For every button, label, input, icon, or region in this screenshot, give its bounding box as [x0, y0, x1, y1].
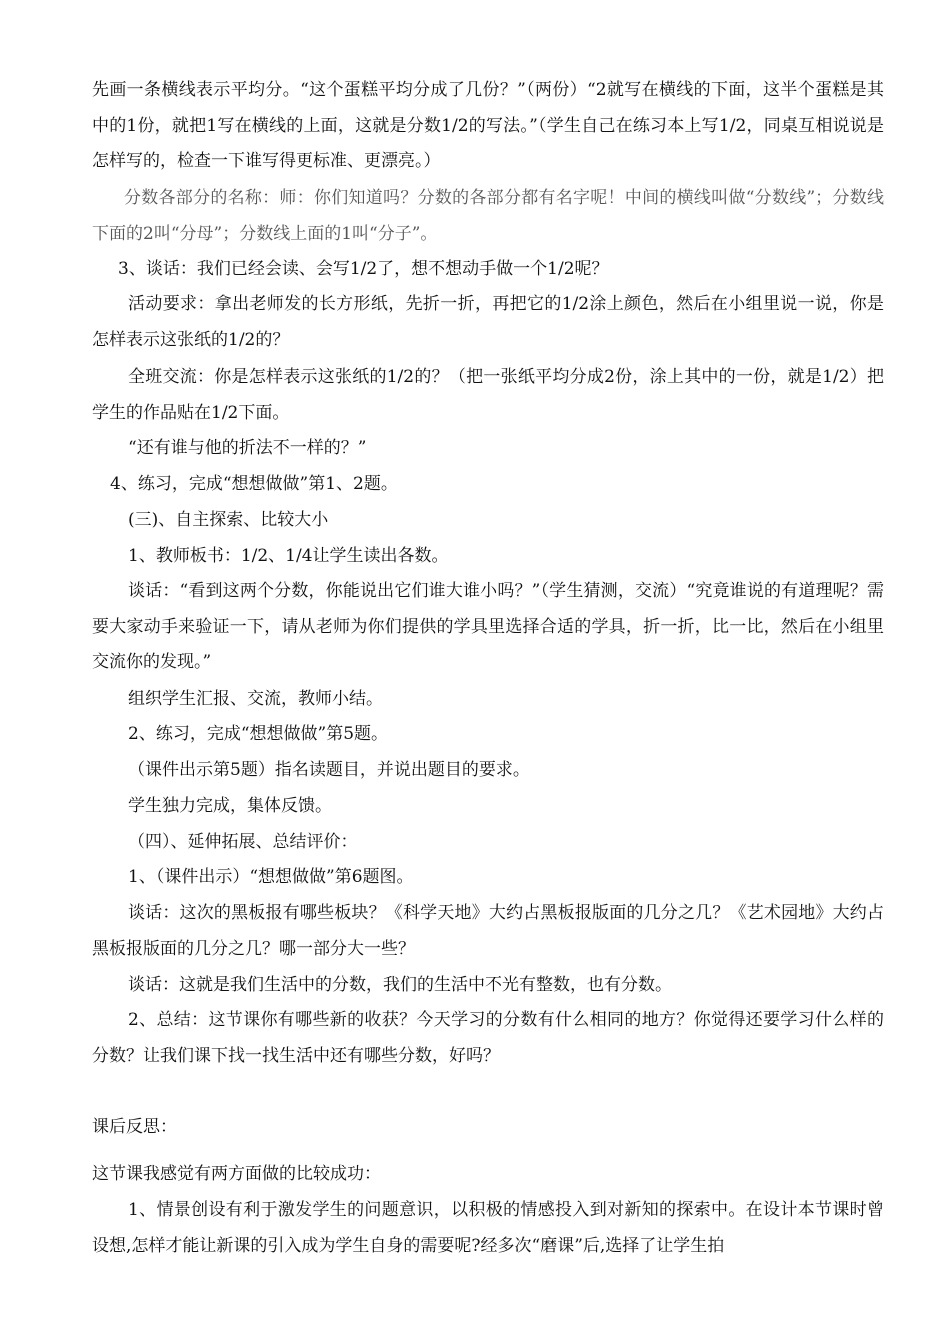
paragraph-other-fold: “还有谁与他的折法不一样的？” [128, 438, 367, 458]
paragraph-step-3: 3、谈话：我们已经会读、会写1/2了，想不想动手做一个1/2呢？ [118, 259, 609, 279]
paragraph-activity-requirement: 活动要求：拿出老师发的长方形纸，先折一折，再把它的1/2涂上颜色，然后在小组里说一说，你是怎样表示这张纸的1/2的？ [92, 294, 884, 350]
paragraph-compare-talk: 谈话：“看到这两个分数，你能说出它们谁大谁小吗？”（学生猜测，交流）“究竟谁说的有道理呢？需要大家动手来验证一下，请从老师为你们提供的学具里选择合适的学具，折一折，比一比，然后在小组里交流你的发现。” [92, 581, 884, 672]
paragraph-courseware-5: （课件出示第5题）指名读题目，并说出题目的要求。 [128, 760, 530, 780]
paragraph-summary: 2、总结：这节课你有哪些新的收获？今天学习的分数有什么相同的地方？你觉得还要学习什么样的分数？让我们课下找一找生活中还有哪些分数，好吗？ [92, 1010, 884, 1066]
heading-reflection: 课后反思： [92, 1117, 177, 1137]
paragraph-fraction-writing: 先画一条横线表示平均分。“这个蛋糕平均分成了几份？”（两份）“2就写在横线的下面，这半个蛋糕是其中的1份，就把1写在横线的上面，这就是分数1/2的写法。”（学生自己在练习本上写1/2，同桌互相说说是怎样写的，检查一下谁写得更标准、更漂亮。） [92, 80, 884, 171]
paragraph-life-fractions: 谈话：这就是我们生活中的分数，我们的生活中不光有整数，也有分数。 [128, 975, 672, 995]
paragraph-blackboard-talk: 谈话：这次的黑板报有哪些板块？《科学天地》大约占黑板报版面的几分之几？《艺术园地》大约占黑板报版面的几分之几？哪一部分大一些？ [92, 903, 884, 959]
section-heading-4: （四）、延伸拓展、总结评价： [128, 832, 358, 852]
paragraph-reflection-1: 1、情景创设有利于激发学生的问题意识，以积极的情感投入到对新知的探索中。在设计本节课时曾设想,怎样才能让新课的引入成为学生自身的需要呢?经多次“磨课”后,选择了让学生拍 [92, 1200, 884, 1256]
paragraph-report: 组织学生汇报、交流，教师小结。 [128, 689, 383, 709]
paragraph-board-writing: 1、教师板书：1/2、1/4让学生读出各数。 [128, 546, 449, 566]
section-heading-3: (三)、自主探索、比较大小 [128, 510, 329, 530]
paragraph-step-4: 4、练习，完成“想想做做”第1、2题。 [110, 474, 398, 494]
paragraph-fraction-parts: 分数各部分的名称：师：你们知道吗？分数的各部分都有名字呢！中间的横线叫做“分数线”；分数线下面的2叫“分母”；分数线上面的1叫“分子”。 [92, 188, 884, 244]
paragraph-reflection-intro: 这节课我感觉有两方面做的比较成功： [92, 1164, 381, 1184]
paragraph-courseware-6: 1、（课件出示）“想想做做”第6题图。 [128, 867, 414, 887]
paragraph-class-exchange: 全班交流：你是怎样表示这张纸的1/2的？（把一张纸平均分成2份，涂上其中的一份，就是1/2）把学生的作品贴在1/2下面。 [92, 367, 884, 423]
paragraph-exercise-5: 2、练习，完成“想想做做”第5题。 [128, 724, 389, 744]
paragraph-independent: 学生独力完成，集体反馈。 [128, 796, 332, 816]
